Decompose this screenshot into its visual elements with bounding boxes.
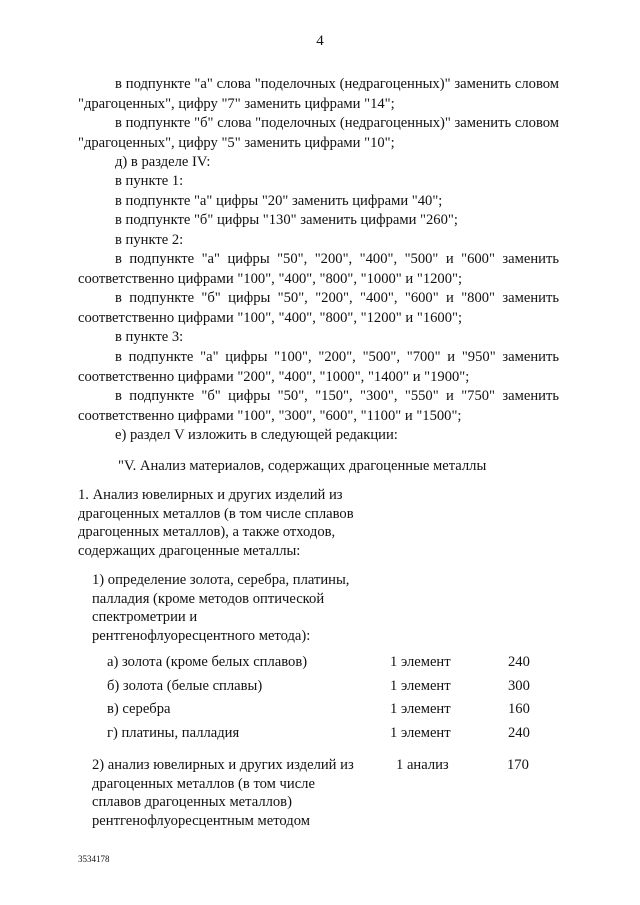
paragraph-a-replacement: в подпункте "а" слова "поделочных (недрагоценных)" заменить словом "драгоценных", цифру "7" заменить цифрами "14"; <box>78 76 559 112</box>
paragraph-b-replacement: в подпункте "б" слова "поделочных (недрагоценных)" заменить словом "драгоценных", цифру "5" заменить цифрами "10"; <box>78 115 559 151</box>
item-1-heading <box>78 486 354 560</box>
paragraph-point-1-b: в подпункте "б" цифры "130" заменить цифрами "260"; <box>115 212 458 228</box>
row-name: б) золота (белые сплавы) <box>107 678 263 694</box>
paragraph-point-1: в пункте 1: <box>115 173 184 189</box>
row-price: 240 <box>508 725 530 741</box>
row-price: 160 <box>508 701 530 717</box>
row-name: в) серебра <box>107 701 171 717</box>
row-unit: 1 элемент <box>390 678 451 694</box>
paragraph-point-3: в пункте 3: <box>115 329 184 345</box>
item-1-line: 1. Анализ ювелирных и других изделий из <box>78 487 343 503</box>
subitem-2-price: 170 <box>507 757 529 773</box>
row-name: г) платины, палладия <box>107 725 240 741</box>
section-v-title: "V. Анализ материалов, содержащих драгоценные металлы <box>118 458 487 474</box>
subitem-2-unit: 1 анализ <box>396 757 449 773</box>
paragraph-point-2-a: в подпункте "а" цифры "50", "200", "400", "500" и "600" заменить соответственно цифрами "100", "400", "800", "1000" и "1200"; <box>78 251 559 287</box>
document-id: 3534178 <box>78 854 110 864</box>
page-number: 4 <box>316 33 324 49</box>
paragraph-section-v: е) раздел V изложить в следующей редакции: <box>115 427 398 443</box>
row-unit: 1 элемент <box>390 701 451 717</box>
paragraph-point-2: в пункте 2: <box>115 232 184 248</box>
paragraph-point-3-b: в подпункте "б" цифры "50", "150", "300", "550" и "750" заменить соответственно цифрами "100", "300", "600", "1100" и "1500"; <box>78 388 559 424</box>
subitem-2-line: 2) анализ ювелирных и других изделий из <box>92 757 354 773</box>
item-1-line: содержащих драгоценные металлы: <box>78 542 301 559</box>
row-unit: 1 элемент <box>390 725 451 741</box>
subitem-1-line: спектрометрии и <box>92 609 198 625</box>
paragraph-point-3-a: в подпункте "а" цифры "100", "200", "500", "700" и "950" заменить соответственно цифрами "200", "400", "1000", "1400" и "1900"; <box>78 349 559 385</box>
subitem-2-heading <box>92 756 354 830</box>
subitem-1-line: 1) определение золота, серебра, платины, <box>92 572 350 588</box>
row-unit: 1 элемент <box>390 654 451 670</box>
paragraph-point-2-b: в подпункте "б" цифры "50", "200", "400", "600" и "800" заменить соответственно цифрами "100", "400", "800", "1200" и "1600"; <box>78 290 559 326</box>
subitem-1-line: палладия (кроме методов оптической <box>92 590 325 607</box>
item-1-line: драгоценных металлов (в том числе сплавов <box>78 505 354 522</box>
paragraph-section-iv: д) в разделе IV: <box>115 154 211 170</box>
row-name: а) золота (кроме белых сплавов) <box>107 654 308 670</box>
subitem-2-line: сплавов драгоценных металлов) <box>92 794 292 810</box>
row-price: 240 <box>508 654 530 670</box>
subitem-1-line: рентгенофлуоресцентного метода): <box>92 627 311 644</box>
paragraph-point-1-a: в подпункте "а" цифры "20" заменить цифрами "40"; <box>115 193 443 209</box>
subitem-2-line: рентгенофлуоресцентным методом <box>92 812 310 829</box>
item-1-line: драгоценных металлов), а также отходов, <box>78 524 336 540</box>
row-price: 300 <box>508 678 530 694</box>
subitem-1-heading <box>92 571 349 645</box>
subitem-2-line: драгоценных металлов (в том числе <box>92 775 315 792</box>
